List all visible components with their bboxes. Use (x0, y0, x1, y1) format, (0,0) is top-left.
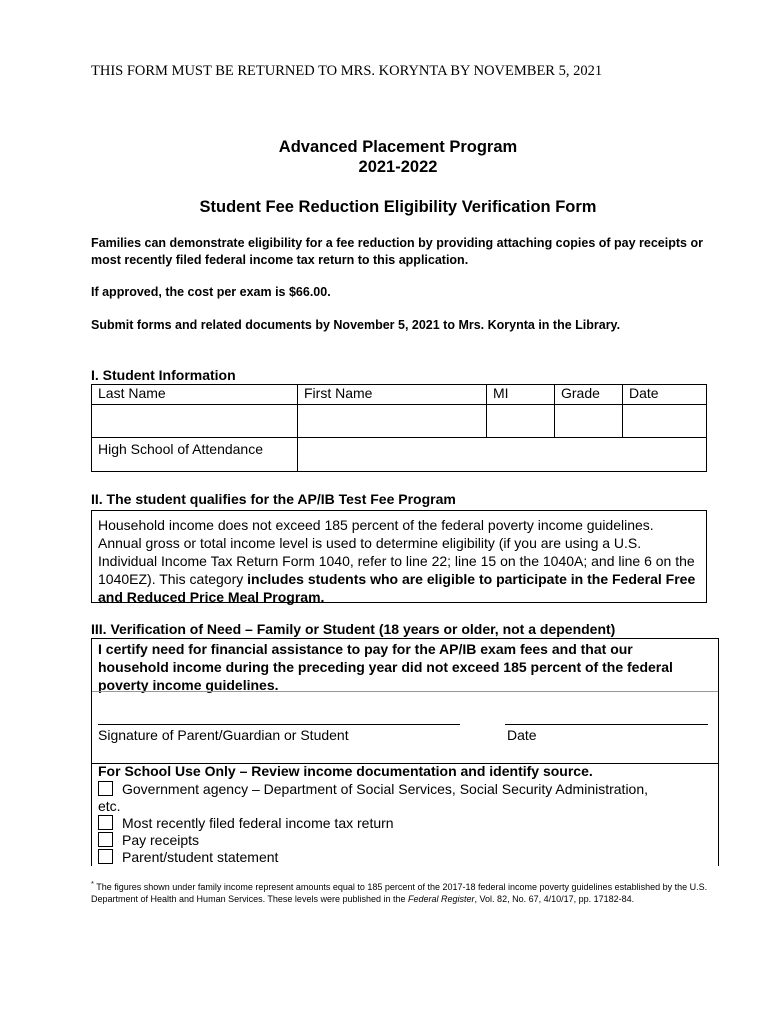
section-3-box (91, 638, 719, 866)
signature-date-label: Date (507, 727, 537, 743)
divider (92, 691, 718, 692)
intro-paragraph-3: Submit forms and related documents by November 5, 2021 to Mrs. Korynta in the Library. (91, 318, 621, 332)
signature-label: Signature of Parent/Guardian or Student (98, 727, 349, 743)
option-continuation: etc. (98, 798, 121, 814)
first-name-field[interactable] (298, 405, 487, 438)
section-2-text (92, 511, 706, 608)
section-2-heading: II. The student qualifies for the AP/IB Test Fee Program (91, 491, 456, 507)
section-1-heading: I. Student Information (91, 367, 236, 383)
certify-statement: I certify need for financial assistance to pay for the AP/IB exam fees and that our household income during the preceding year did not exceed 185 percent of the federal poverty income guidelines. (98, 641, 673, 693)
return-notice: THIS FORM MUST BE RETURNED TO MRS. KORYNTA BY NOVEMBER 5, 2021 (91, 63, 603, 79)
program-title: Advanced Placement Program (278, 138, 518, 156)
intro-paragraph-2: If approved, the cost per exam is $66.00. (91, 285, 331, 299)
school-field[interactable] (298, 438, 707, 472)
school-label: High School of Attendance (92, 438, 298, 472)
option-tax-return[interactable]: Most recently filed federal income tax return (98, 815, 708, 832)
section-3-heading: III. Verification of Need – Family or Student (18 years or older, not a dependent) (91, 621, 616, 637)
checkbox-icon[interactable] (98, 832, 113, 847)
grade-header: Grade (555, 385, 623, 405)
school-use-heading: For School Use Only – Review income documentation and identify source. (98, 763, 593, 779)
intro-paragraph-1: Families can demonstrate eligibility for a fee reduction by providing attaching copies of pay receipts or most recently filed federal income tax return to this application. (91, 236, 703, 267)
section-2-box (91, 510, 707, 603)
student-info-table (91, 384, 707, 472)
grade-field[interactable] (555, 405, 623, 438)
option-government-agency[interactable]: Government agency – Department of Social Services, Social Security Administration, (98, 781, 708, 798)
date-header: Date (623, 385, 707, 405)
date-field[interactable] (623, 405, 707, 438)
date-line[interactable] (505, 724, 708, 725)
section-2-bold: includes students who are eligible to participate in the Federal Free and Reduced Price Meal Program. (98, 571, 696, 605)
mi-header: MI (487, 385, 555, 405)
option-pay-receipts[interactable]: Pay receipts (98, 832, 708, 849)
footnote-italic: Federal Register (408, 894, 475, 904)
form-title: Student Fee Reduction Eligibility Verification Form (199, 198, 597, 216)
first-name-header: First Name (298, 385, 487, 405)
footnote-marker: * (91, 879, 94, 888)
signature-line[interactable] (98, 724, 460, 725)
footnote (91, 878, 716, 905)
option-parent-statement[interactable]: Parent/student statement (98, 849, 708, 866)
footnote-text: The figures shown under family income represent amounts equal to 185 percent of the 2017-18 federal income poverty guidelines established by the U.S. Department of Health and Human Services. These levels were published in the (91, 882, 708, 904)
footnote-tail: , Vol. 82, No. 67, 4/10/17, pp. 17182-84. (474, 894, 635, 904)
verification-options (98, 781, 708, 866)
checkbox-icon[interactable] (98, 815, 113, 830)
program-year: 2021-2022 (358, 158, 438, 176)
mi-field[interactable] (487, 405, 555, 438)
section-2-plain: Household income does not exceed 185 percent of the federal poverty income guidelines. Annual gross or total income level is used to determine eligibility (if you are using a U.S. Individual Income Tax Return Form 1040, refer to line 22; line 15 on the 1040A; and line 6 on the 1040EZ). This category (98, 517, 695, 587)
checkbox-icon[interactable] (98, 781, 113, 796)
checkbox-icon[interactable] (98, 849, 113, 864)
last-name-header: Last Name (92, 385, 298, 405)
last-name-field[interactable] (92, 405, 298, 438)
